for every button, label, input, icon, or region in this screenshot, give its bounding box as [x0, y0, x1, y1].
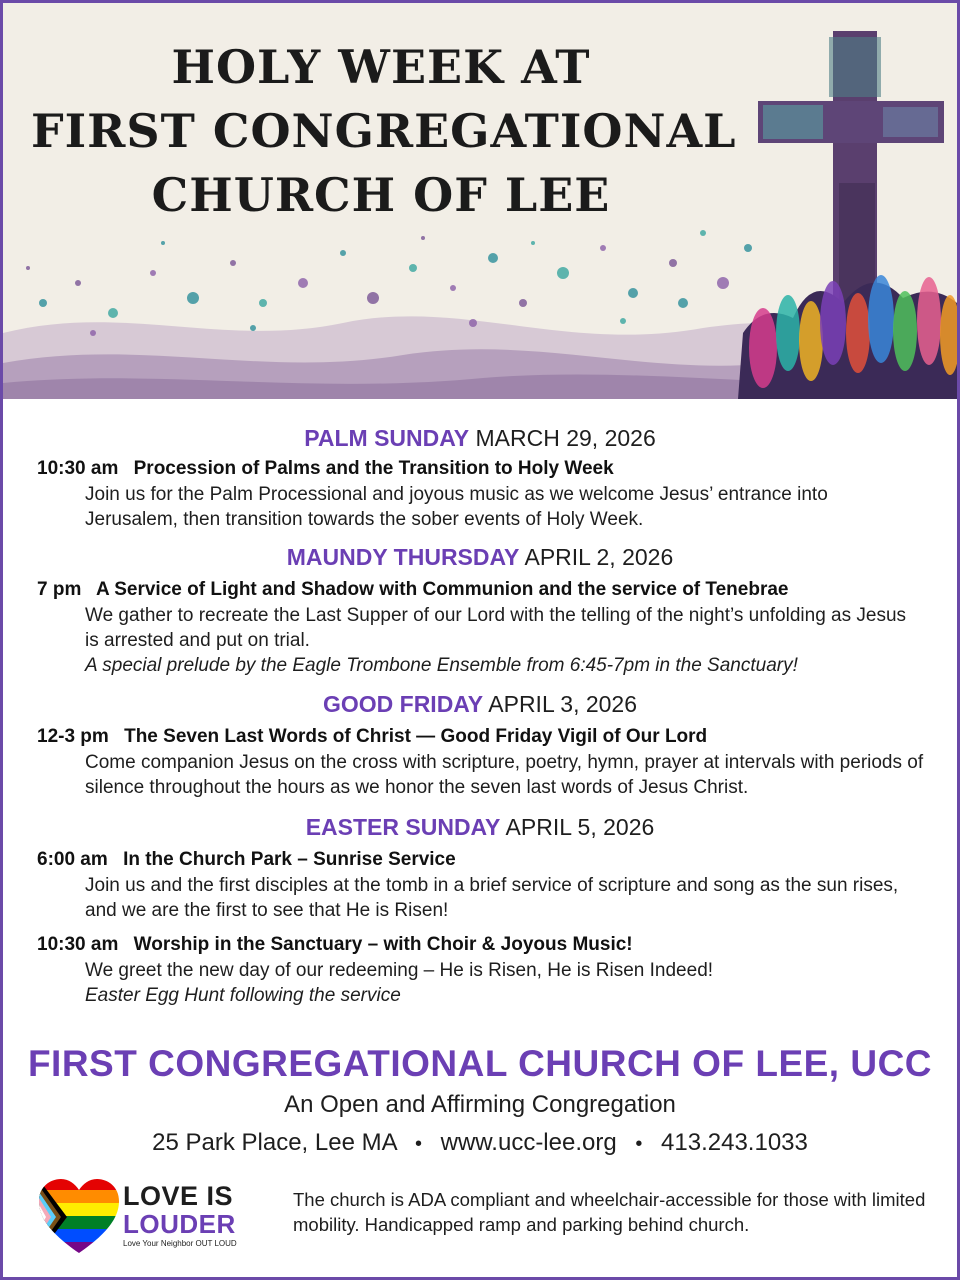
day-heading [3, 542, 957, 572]
header-banner [3, 3, 957, 399]
day-section-good-friday [3, 689, 957, 800]
event-note: Easter Egg Hunt following the service [85, 985, 401, 1006]
event-heading [37, 455, 957, 482]
church-name: FIRST CONGREGATIONAL CHURCH OF LEE, UCC [27, 1043, 933, 1084]
progress-pride-heart-icon [37, 1177, 121, 1257]
title-line: FIRST CONGREGATIONAL [31, 104, 737, 158]
event-time: 7 pm [37, 579, 82, 600]
day-heading [3, 423, 957, 453]
phone-number[interactable]: 413.243.1033 [661, 1129, 808, 1156]
event-description: We greet the new day of our redeeming – He is Risen, He is Risen Indeed! [85, 960, 714, 981]
event-heading [37, 723, 957, 750]
ada-notice: The church is ADA compliant and wheelchair-accessible for those with limited mobility. Handicapped ramp and parking behind church. [293, 1189, 926, 1235]
website-link[interactable]: www.ucc-lee.org [440, 1129, 617, 1156]
tagline: An Open and Affirming Congregation [284, 1091, 676, 1118]
event-heading [37, 931, 957, 958]
logo-tagline: Love Your Neighbor OUT LOUD [123, 1239, 237, 1248]
event-title: A Service of Light and Shadow with Communion and the service of Tenebrae [95, 579, 789, 600]
title-line: CHURCH OF LEE [151, 168, 611, 222]
event-time: 10:30 am [37, 458, 119, 479]
event-title: Worship in the Sanctuary – with Choir & Joyous Music! [133, 934, 633, 955]
event-time: 6:00 am [37, 849, 108, 870]
event-title: Procession of Palms and the Transition to Holy Week [133, 458, 614, 479]
event-description: Come companion Jesus on the cross with scripture, poetry, hymn, prayer at intervals with periods of silence throughout the hours as we honor the seven last words of Jesus Christ. [85, 752, 924, 798]
event-title: The Seven Last Words of Christ — Good Friday Vigil of Our Lord [124, 726, 708, 747]
event-time: 10:30 am [37, 934, 119, 955]
contact-line [3, 1129, 957, 1157]
day-date: APRIL 2, 2026 [524, 544, 674, 570]
title-line: HOLY WEEK AT [171, 40, 591, 94]
day-name: GOOD FRIDAY [322, 691, 484, 717]
day-heading [3, 689, 957, 719]
love-is-louder-logo [37, 1177, 267, 1257]
event-heading [37, 846, 957, 873]
day-heading [3, 812, 957, 842]
bullet-separator: • [635, 1133, 643, 1155]
event-description: Join us for the Palm Processional and joyous music as we welcome Jesus’ entrance into Jerusalem, then transition towards the sober events of Holy Week. [85, 484, 828, 530]
day-section-maundy-thursday [3, 542, 957, 679]
day-section-easter-sunday [3, 812, 957, 1009]
logo-line-1: LOVE IS [123, 1181, 234, 1211]
event-note: A special prelude by the Eagle Trombone Ensemble from 6:45-7pm in the Sanctuary! [85, 655, 798, 676]
day-name: EASTER SUNDAY [305, 814, 501, 840]
day-date: APRIL 5, 2026 [505, 814, 655, 840]
address: 25 Park Place, Lee MA [152, 1129, 397, 1156]
event-title: In the Church Park – Sunrise Service [123, 849, 456, 870]
event-time: 12-3 pm [37, 726, 109, 747]
day-date: APRIL 3, 2026 [488, 691, 638, 717]
event-description: Join us and the first disciples at the tomb in a brief service of scripture and song as the sun rises, and we are the first to see that He is Risen! [85, 875, 899, 921]
page-title [31, 35, 737, 227]
event-heading [37, 576, 957, 603]
event-description: We gather to recreate the Last Supper of our Lord with the telling of the night’s unfolding as Jesus is arrested and put on trial. [85, 605, 907, 651]
bullet-separator: • [414, 1133, 422, 1155]
day-name: MAUNDY THURSDAY [286, 544, 520, 570]
schedule [3, 423, 957, 1009]
day-date: MARCH 29, 2026 [475, 425, 656, 451]
day-section-palm-sunday [3, 423, 957, 532]
day-name: PALM SUNDAY [304, 425, 470, 451]
logo-line-2: LOUDER [123, 1209, 236, 1239]
